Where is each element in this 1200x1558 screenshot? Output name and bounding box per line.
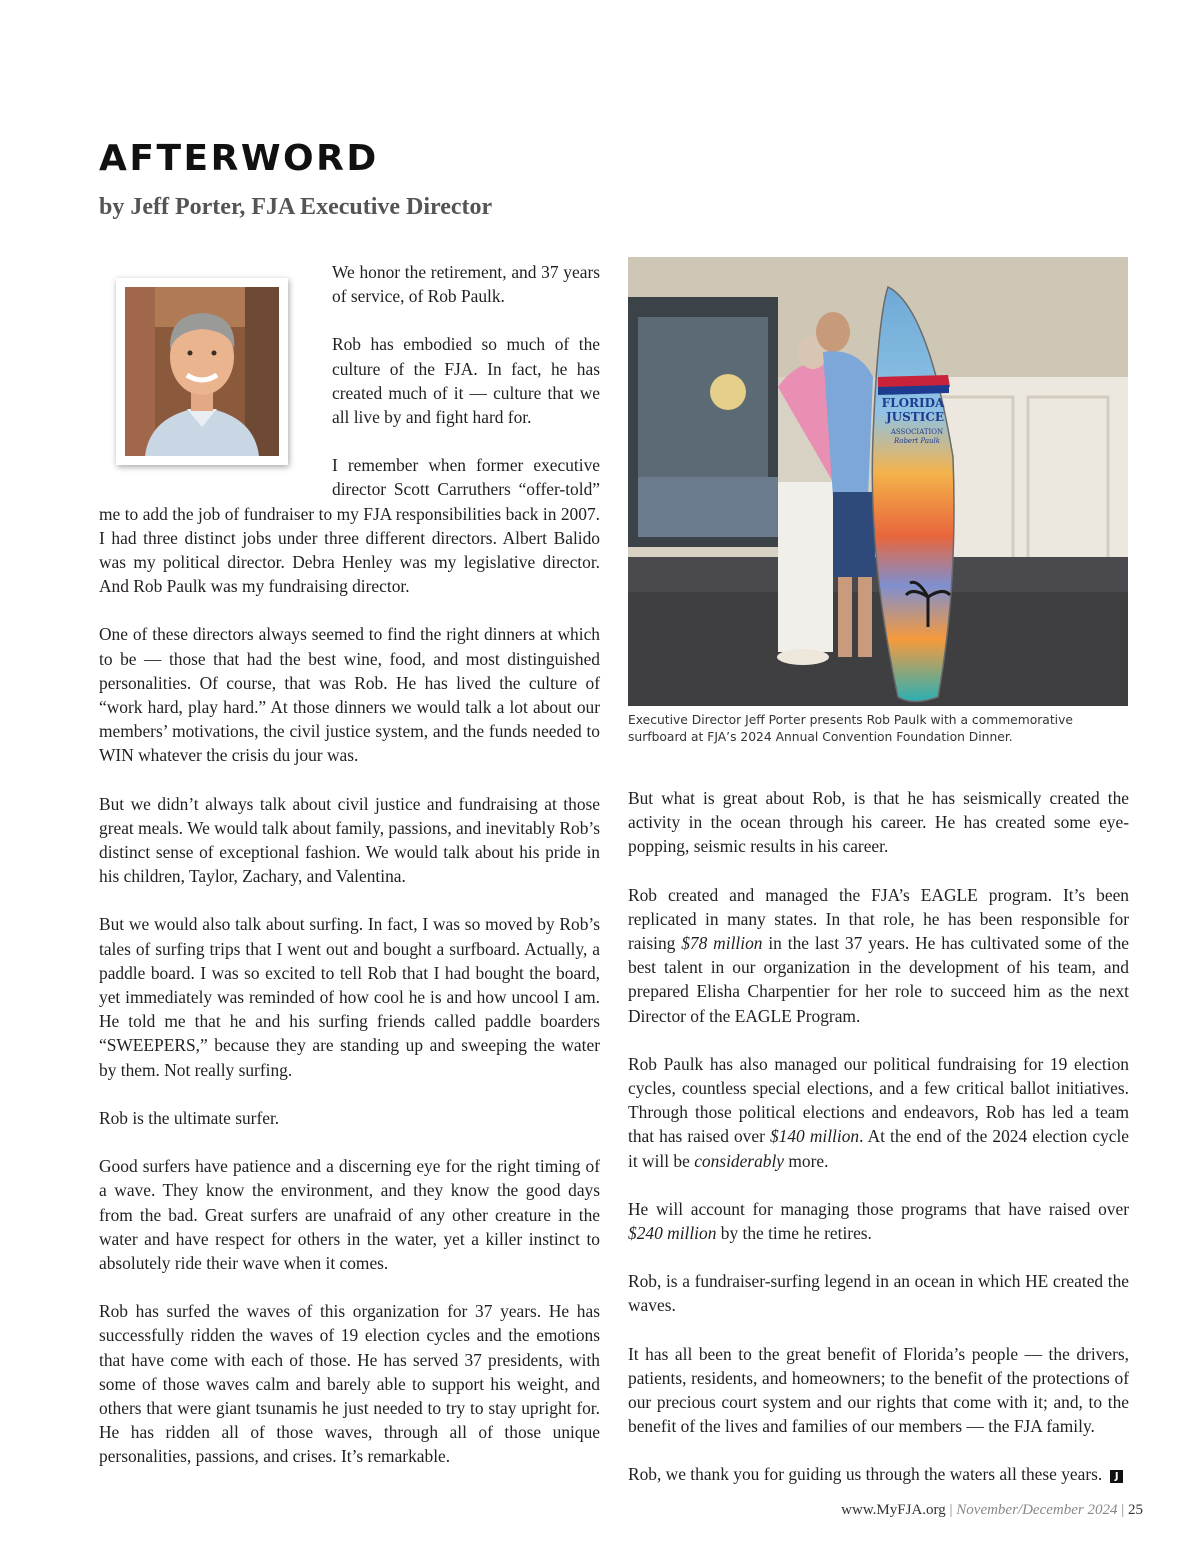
emphasis-amount: $140 million [769,1126,860,1147]
paragraph: Rob has embodied so much of the culture of the FJA. In fact, he has created much of it — culture that we all live by and fight hard for. [332,334,600,428]
text-run: more. [784,1150,829,1171]
board-text-4: Robert Paulk [893,437,941,445]
text-run: in the last 37 years. He has cultivated some of the best talent in our organization in the development of his team, and prepared Elisha Charpentier for her role to succeed him as the next Director of the EAGLE Program. [628,933,1129,1026]
paragraph: One of these directors always seemed to find the right dinners at which to be — those that had the best wine, food, and most distinguished personalities. Of course, that was Rob. He has lived the culture of “work hard, play hard.” At those dinners we would talk a lot about our members’ motivations, the civil justice system, and the funds needed to WIN whatever the crisis du jour was. [99,624,600,766]
text-run: Rob, we thank you for guiding us through the waters all these years. [628,1464,1103,1485]
paragraph: But we would also talk about surfing. In fact, I was so moved by Rob’s tales of surfing trips that I went out and bought a surfboard. Actually, a paddle board. I was so excited to tell Rob that I had bought the board, yet immediately was reminded of how cool he is and how uncool I am. He told me that he and his surfing friends called paddle boarders “SWEEPERS,” because they are standing up and sweeping the water by them. Not really surfing. [99,914,600,1080]
surfboard-presentation-image [628,257,1128,706]
paragraph: It has all been to the great benefit of Florida’s people — the drivers, patients, residents, and homeowners; to the benefit of the protections of our precious court system and our rights that come with it; and, to the benefit of the lives and families of our members — the FJA family. [628,1343,1129,1437]
right-column [628,786,1129,1487]
paragraph: We honor the retirement, and 37 years of service, of Rob Paulk. [332,262,600,307]
page-number: 25 [1128,1502,1143,1518]
paragraph: Rob, is a fundraiser-surfing legend in an ocean in which HE created the waves. [628,1271,1129,1316]
paragraph [628,1197,1129,1245]
paragraph: I remember when former executive director Scott Carruthers “offer-told” me to add the job of fundraiser to my FJA responsibilities back in 2007. I had three distinct jobs under three different directors. Albert Balido was my political director. Debra Henley was my legislative director. And Rob Paulk was my fundraising director. [99,455,600,597]
text-run: Rob created and managed the FJA’s EAGLE program. It’s been replicated in many states. In that role, he has been responsible for raising [628,884,1129,954]
article-byline: by Jeff Porter, FJA Executive Director [99,194,493,220]
text-run: He will account for managing those programs that have raised over [628,1198,1129,1219]
paragraph [628,1052,1129,1173]
website-link[interactable]: www.MyFJA.org [841,1502,946,1518]
emphasis-amount: $240 million [628,1223,717,1244]
left-column [99,260,600,1469]
emphasis-word: considerably [694,1150,785,1171]
end-of-article-mark: J [1110,1470,1123,1483]
page-footer [841,1502,1143,1519]
text-run: by the time he retires. [716,1223,872,1244]
board-text-1: FLORIDA [881,396,945,410]
footer-separator: | [949,1502,953,1518]
paragraph [628,1462,1129,1486]
board-text-3: ASSOCIATION [890,428,944,436]
photo-caption: Executive Director Jeff Porter presents Rob Paulk with a commemorative surfboard at FJA’s 2024 Annual Convention Foundation Dinner. [628,713,1073,744]
article-title: AFTERWORD [99,138,379,179]
paragraph [628,883,1129,1028]
issue-date: November/December 2024 [956,1502,1118,1518]
footer-separator: | [1121,1502,1125,1518]
paragraph: Good surfers have patience and a discerning eye for the right timing of a wave. They know the environment, and they know the good days from the bad. Great surfers are unafraid of any other creature in the water and have respect for others in the water, yet a killer instinct to absolutely ride their wave when it comes. [99,1156,600,1273]
paragraph: Rob has surfed the waves of this organization for 37 years. He has successfully ridden the waves of 19 election cycles and the emotions that have come with each of those. He has served 37 presidents, with some of those waves calm and barely able to support his weight, and others that were giant tsunamis he just needed to try to stay upright for. He has ridden all of those waves, through all of those unique personalities, passions, and crises. It’s remarkable. [99,1301,600,1467]
emphasis-amount: $78 million [681,933,763,954]
text-run: Rob Paulk has also managed our political fundraising for 19 election cycles, countless special elections, and a few critical ballot initiatives. Through those political elections and endeavors, Rob has led a team that has raised over [628,1053,1129,1147]
paragraph: Rob is the ultimate surfer. [99,1107,280,1128]
headshot-photo [116,278,288,465]
paragraph: But what is great about Rob, is that he has seismically created the activity in the ocean through his career. He has created some eye-popping, seismic results in his career. [628,788,1129,857]
headshot-image [125,287,279,456]
board-text-2: JUSTICE [885,410,945,424]
paragraph: But we didn’t always talk about civil justice and fundraising at those great meals. We would talk about family, passions, and inevitably Rob’s distinct sense of exceptional fashion. We would talk about his pride in his children, Taylor, Zachary, and Valentina. [99,793,600,887]
event-photo [628,257,1128,706]
text-run: . At the end of the 2024 election cycle it will be [628,1126,1130,1171]
